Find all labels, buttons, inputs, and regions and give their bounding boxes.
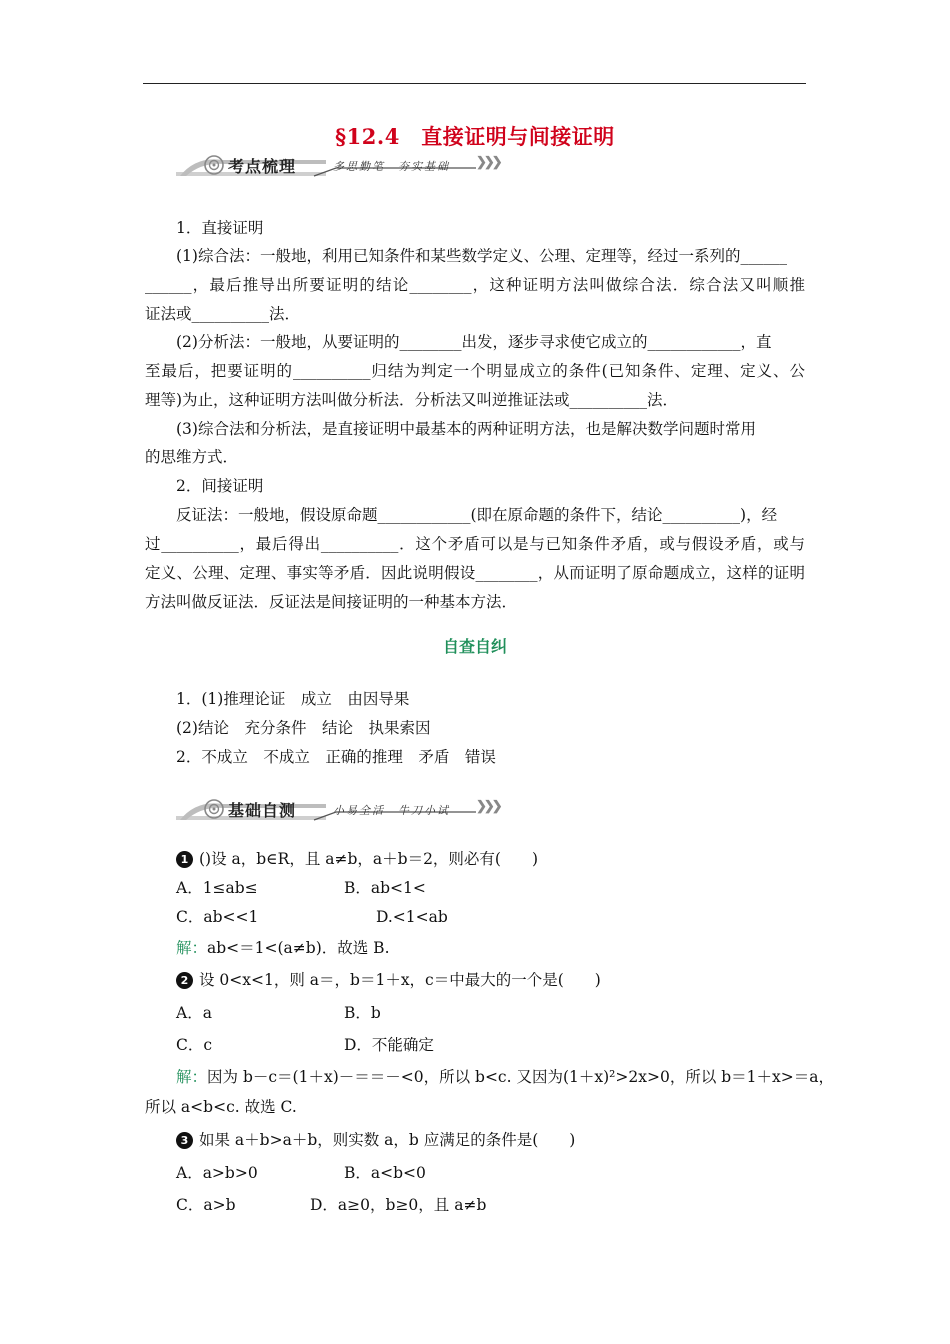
- option-b: B．b: [344, 1004, 381, 1022]
- question-stem: 设 0<x<1，则 a＝，b＝1＋x，c＝中最大的一个是( ): [199, 971, 601, 989]
- option-c: C．a>b: [176, 1196, 236, 1214]
- solution-label: 解：: [176, 939, 208, 957]
- heading-direct-proof: 1．直接证明: [176, 219, 264, 237]
- banner-title: 基础自测: [228, 801, 297, 820]
- section-banner-jichu: [176, 794, 516, 830]
- option-c: C．c: [176, 1036, 213, 1054]
- text-line: 反证法：一般地，假设原命题____________(即在原命题的条件下，结论__________)，经: [176, 506, 778, 524]
- header-rule: [143, 83, 806, 84]
- text-line: 理等)为止，这种证明方法叫做分析法．分析法又叫逆推证法或__________法．: [145, 391, 679, 409]
- self-check-heading: 自查自纠: [442, 637, 507, 656]
- chevrons-icon: ❯❯❯: [476, 155, 500, 170]
- heading-indirect-proof: 2．间接证明: [176, 477, 264, 495]
- option-d: D．不能确定: [344, 1036, 434, 1054]
- section-banner-kaodian: [176, 150, 516, 186]
- text-line: 方法叫做反证法．反证法是间接证明的一种基本方法．: [145, 593, 518, 611]
- question-stem: 如果 a＋b>a＋b，则实数 a，b 应满足的条件是( ): [199, 1131, 576, 1149]
- solution-2-cont: 所以 a<b<c. 故选 C.: [145, 1098, 297, 1116]
- question-number-icon: 2: [176, 972, 193, 989]
- question-3: [176, 1130, 836, 1150]
- option-d: D.<1<ab: [376, 908, 448, 926]
- text-line: 过__________，最后得出__________．这个矛盾可以是与已知条件矛盾，或与假设矛盾，或与: [145, 535, 805, 553]
- question-number-icon: 1: [176, 851, 193, 868]
- question-2: [176, 970, 836, 990]
- text-line: (2)分析法：一般地，从要证明的________出发，逐步寻求使它成立的____________，直: [176, 333, 772, 351]
- text-line: ______，最后推导出所要证明的结论________，这种证明方法叫做综合法．综合法又叫顺推: [145, 276, 805, 294]
- solution-1: [176, 938, 836, 958]
- option-a: A．1≤ab≤: [176, 879, 258, 897]
- option-b: B．ab<1<: [344, 879, 426, 897]
- answer-line: 1．(1)推理论证 成立 由因导果: [176, 690, 410, 708]
- solution-text: ab<＝1<(a≠b)．故选 B.: [207, 939, 390, 957]
- text-line: 的思维方式．: [145, 448, 239, 466]
- solution-2: [176, 1067, 834, 1087]
- option-c: C．ab<<1: [176, 908, 259, 926]
- option-d: D．a≥0，b≥0，且 a≠b: [310, 1196, 487, 1214]
- option-a: A．a>b>0: [176, 1164, 258, 1182]
- solution-text: 因为 b－c＝(1＋x)－＝＝－<0，所以 b<c. 又因为(1＋x)²>2x>0，所以 b＝1＋x>＝a，: [207, 1068, 834, 1086]
- text-line: (1)综合法：一般地，利用已知条件和某些数学定义、公理、定理等，经过一系列的______: [176, 247, 787, 265]
- text-line: 证法或__________法．: [145, 305, 301, 323]
- banner-subtitle: 小易全活 牛刀小试: [333, 804, 450, 817]
- answer-line: 2．不成立 不成立 正确的推理 矛盾 错误: [176, 748, 496, 766]
- solution-label: 解：: [176, 1068, 208, 1086]
- answer-line: (2)结论 充分条件 结论 执果索因: [176, 719, 431, 737]
- text-line: 定义、公理、定理、事实等矛盾．因此说明假设________，从而证明了原命题成立，这样的证明: [145, 564, 805, 582]
- question-stem: ()设 a，b∈R，且 a≠b，a＋b＝2，则必有( ): [199, 850, 539, 868]
- question-number-icon: 3: [176, 1132, 193, 1149]
- text-line: 至最后，把要证明的__________归结为判定一个明显成立的条件(已知条件、定理、定义、公: [145, 362, 805, 380]
- banner-title: 考点梳理: [228, 157, 297, 176]
- banner-subtitle: 多思勤笔 夯实基础: [333, 160, 450, 173]
- question-1: [176, 849, 836, 869]
- option-a: A．a: [176, 1004, 212, 1022]
- chevrons-icon: ❯❯❯: [476, 799, 500, 814]
- option-b: B．a<b<0: [344, 1164, 426, 1182]
- text-line: (3)综合法和分析法，是直接证明中最基本的两种证明方法，也是解决数学问题时常用: [176, 420, 756, 438]
- page-title: §12.4 直接证明与间接证明: [335, 124, 615, 149]
